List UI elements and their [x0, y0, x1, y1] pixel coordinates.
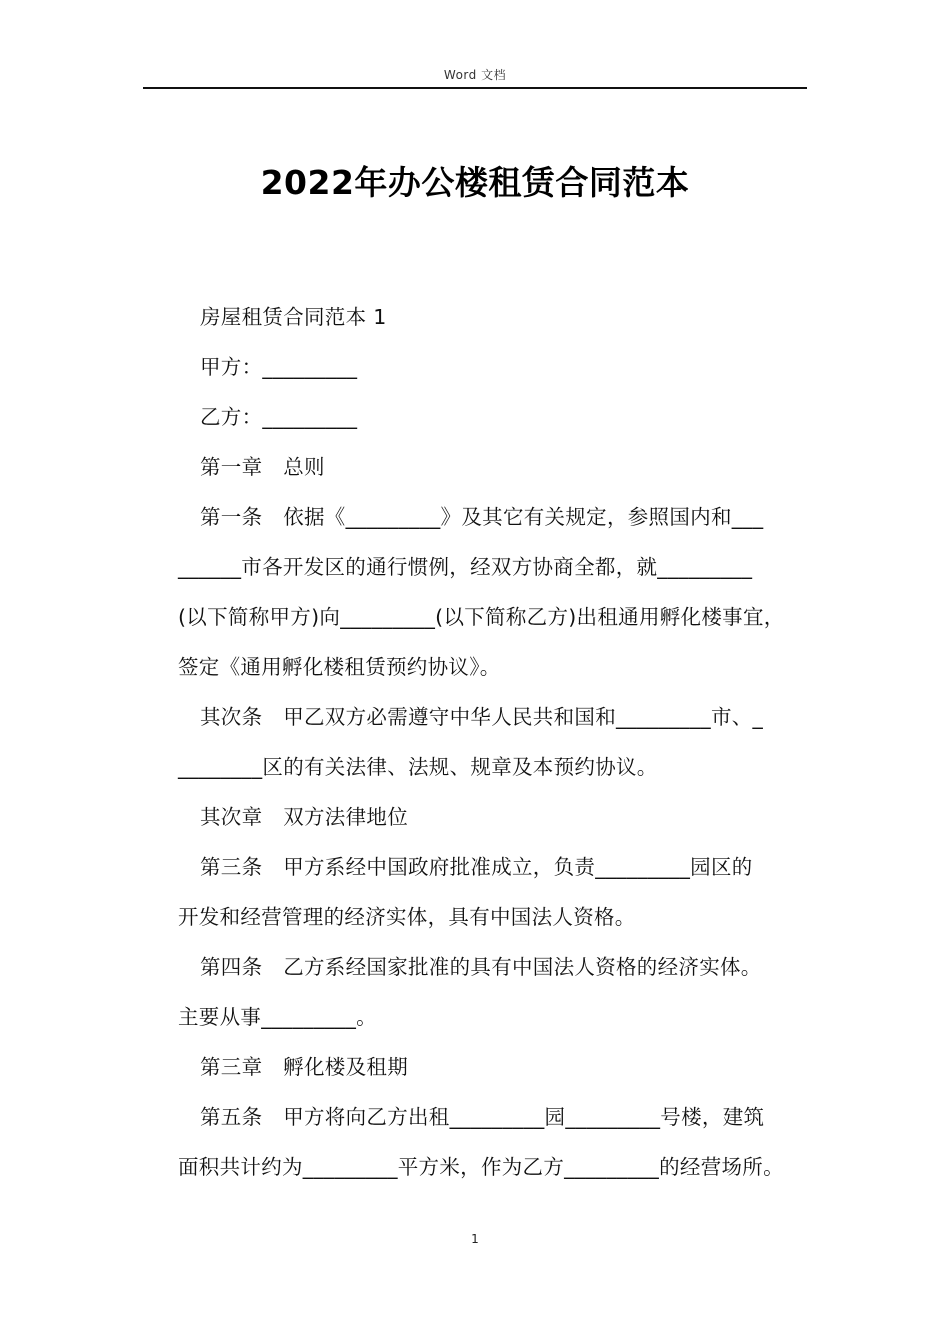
paragraph: 第一条 依据《_________》及其它有关规定，参照国内和___: [200, 505, 764, 529]
paragraph: 其次章 双方法律地位: [200, 805, 408, 829]
paragraph: 第三章 孵化楼及租期: [200, 1055, 408, 1079]
paragraph: 其次条 甲乙双方必需遵守中华人民共和国和_________市、_: [200, 705, 764, 729]
paragraph: 第四条 乙方系经国家批准的具有中国法人资格的经济实体。: [200, 955, 762, 979]
paragraph: 乙方：_________: [200, 405, 358, 429]
page-header: Word 文档: [443, 68, 507, 82]
paragraph: ________区的有关法律、法规、规章及本预约协议。: [178, 755, 658, 779]
paragraph: 第三条 甲方系经中国政府批准成立，负责_________园区的: [200, 855, 753, 879]
header-divider: [143, 87, 807, 89]
paragraph: 签定《通用孵化楼租赁预约协议》。: [178, 655, 501, 679]
paragraph: 甲方：_________: [200, 355, 358, 379]
paragraph: (以下简称甲方)向_________(以下简称乙方)出租通用孵化楼事宜，: [178, 605, 785, 629]
document-title: 2022年办公楼租赁合同范本: [260, 163, 690, 202]
page-number: 1: [471, 1232, 479, 1246]
paragraph: 第一章 总则: [200, 455, 325, 479]
document-body: [178, 292, 818, 1192]
paragraph: 主要从事_________。: [178, 1005, 377, 1029]
paragraph: 房屋租赁合同范本 1: [200, 305, 387, 329]
paragraph: ______市各开发区的通行惯例，经双方协商全都，就_________: [178, 555, 753, 579]
paragraph: 面积共计约为_________平方米，作为乙方_________的经营场所。: [178, 1155, 784, 1179]
paragraph: 第五条 甲方将向乙方出租_________园_________号楼，建筑: [200, 1105, 765, 1129]
paragraph: 开发和经营管理的经济实体，具有中国法人资格。: [178, 905, 636, 929]
